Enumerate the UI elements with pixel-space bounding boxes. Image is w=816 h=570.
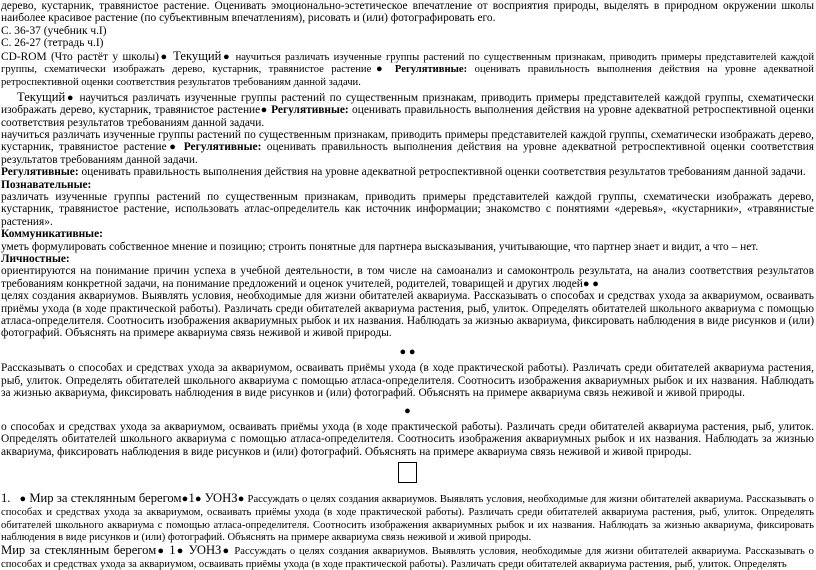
cd-rom-title: CD-ROM (Что растёт у школы) bbox=[1, 50, 159, 63]
personal-heading: Личностные: bbox=[1, 253, 70, 266]
bullet-icon: ● bbox=[181, 493, 189, 506]
bullet-icon: ● bbox=[158, 50, 169, 63]
cognitive-heading: Познавательные: bbox=[1, 178, 92, 191]
regulative-text: оценивать правильность выполнения действия на уровне адекватной ретроспективной оценки соответствия результатов требованиям данной задачи. bbox=[1, 64, 814, 89]
tekushchiy-paragraph bbox=[1, 91, 814, 129]
lesson-text: Рассуждать о целях создания аквариумов. Выявлять условия, необходимые для жизни обитателей аквариума. Рассказывать о способах и средствах ухода за аквариумом, осваивать приёмы ухода (в ходе практической работы). Различать среди обитателей аквариума растения, рыб, улиток. Определять bbox=[1, 545, 814, 570]
personal-text: ориентируются на понимание причин успеха в учебной деятельности, в том числе на самоанализ и самоконтроль результата, на анализ соответствия результатов требованиям конкретной задачи, на понимание предложений и оценок учителей, родителей, товарищей и других людей bbox=[1, 265, 814, 290]
tekushchiy-label: Текущий bbox=[173, 48, 222, 63]
document-page bbox=[1, 0, 814, 570]
bullet-icon: ● bbox=[260, 104, 268, 117]
lesson-hour: 1 bbox=[188, 491, 195, 506]
regulative-label: Регулятивные: bbox=[271, 104, 349, 117]
image-placeholder-row bbox=[1, 462, 814, 490]
lesson-type: УОНЗ bbox=[188, 542, 222, 557]
lesson-text: Рассуждать о целях создания аквариумов. Выявлять условия, необходимые для жизни обитателей аквариума. Рассказывать о способах и средствах ухода за аквариумом, осваивать приёмы ухода (в ходе практической работы). Различать среди обитателей аквариума растения, рыб, улиток. Определять обитателей школьного аквариума с помощью атласа-определителя. Соотносить изображения аквариумных рыбок и их названия. Наблюдать за жизнью аквариума, фиксировать наблюдения в виде рисунков и (или) фотографий. Объяснять на примере аквариума связь неживой и живой природы. bbox=[1, 494, 814, 544]
cognitive-text: различать изученные группы растений по существенным признакам, приводить примеры представителей каждой группы, схематически изображать дерево, кустарник, травянистое растение, использовать атлас-определитель как источник информации; знакомство с понятиями «деревья», «кустарники», «травянистые растения». bbox=[1, 190, 814, 228]
bullet-icon: ● bbox=[156, 544, 166, 557]
aquarium-paragraph-1: целях создания аквариумов. Выявлять условия, необходимые для жизни обитателей аквариума. Рассказывать о способах и средствах ухода за аквариумом, осваивать приёмы ухода (в ходе практической работы). Различать среди обитателей аквариума растения, рыб, улиток. Определять обитателей школьного аквариума с помощью атласа-определителя. Соотносить изображения аквариумных рыбок и их названия. Наблюдать за жизнью аквариума, фиксировать наблюдения в виде рисунков и (или) фотографий. Объяснять на примере аквариума связь неживой и живой природы. bbox=[1, 290, 814, 340]
regulative-label: Регулятивные: bbox=[183, 141, 262, 154]
bullet-icon: ● bbox=[194, 493, 202, 506]
bullet-icon: ● ● bbox=[399, 345, 416, 358]
skills-paragraph bbox=[1, 129, 814, 166]
bullet-icon: ● bbox=[237, 493, 245, 506]
lesson-item-1 bbox=[1, 492, 814, 544]
communicative-heading: Коммуникативные: bbox=[1, 228, 103, 241]
skills-text: научиться различать изученные группы растений по существенным признакам, приводить примеры представителей каждой группы, схематически изображать дерево, кустарник, травянистое растение bbox=[1, 128, 814, 154]
lesson-type: УОНЗ bbox=[204, 491, 238, 506]
bullet-icon: ● bbox=[404, 405, 411, 418]
tekushchiy-text: научиться различать изученные группы растений по существенным признакам, приводить примеры представителей каждой группы, схематически изображать дерево, кустарник, травянистое растение bbox=[1, 91, 814, 117]
regulative-label: Регулятивные: bbox=[1, 166, 79, 179]
lesson-hour: 1 bbox=[169, 542, 176, 557]
bullet-icon: ● bbox=[175, 544, 185, 557]
lesson-title: Мир за стеклянным берегом bbox=[29, 491, 182, 506]
personal-paragraph bbox=[1, 265, 814, 290]
tekushchiy-label: Текущий bbox=[17, 89, 66, 104]
communicative-text: уметь формулировать собственное мнение и позицию; строить понятные для партнера высказывания, учитывающие, что партнер знает и видит, а что – нет. bbox=[1, 240, 759, 253]
empty-image-box bbox=[398, 462, 417, 483]
regulative-text: оценивать правильность выполнения действия на уровне адекватной ретроспективной оценки соответствия результатов требованиям данной задачи. bbox=[1, 104, 814, 129]
lesson-title: Мир за стеклянным берегом bbox=[1, 542, 157, 557]
cd-rom-text: научиться различать изученные группы растений по существенным признакам, приводить примеры представителей каждой группы, схематически изображать дерево, кустарник, травянистое растение bbox=[1, 51, 814, 76]
lesson-item-2 bbox=[1, 544, 814, 570]
bullet-icon: ● ● bbox=[582, 277, 599, 290]
regulative-text: оценивать правильность выполнения действия на уровне адекватной ретроспективной оценки соответствия результатов требованиям данной задачи. bbox=[81, 166, 806, 179]
bullet-separator bbox=[1, 346, 814, 358]
intro-paragraph: дерево, кустарник, травянистое растение. Оценивать эмоционально-эстетическое впечатление от восприятия природы, выделять в природном окружении школы наиболее красивое растение (по субъективным впечатлениям), рисовать и (или) фотографировать его. bbox=[1, 0, 814, 25]
bullet-icon: ● bbox=[221, 50, 232, 63]
bullet-icon: ● bbox=[65, 91, 76, 104]
bullet-icon: ● bbox=[371, 63, 388, 76]
regulative-text: оценивать правильность выполнения действия на уровне адекватной ретроспективной оценки соответствия результатов требованиям данной задачи. bbox=[1, 141, 814, 166]
cd-rom-paragraph bbox=[1, 50, 814, 89]
regulative-label: Регулятивные: bbox=[394, 64, 468, 76]
workbook-ref: С. 26-27 (тетрадь ч.I) bbox=[1, 37, 104, 50]
textbook-ref: С. 36-37 (учебник ч.I) bbox=[1, 24, 107, 37]
regulative-paragraph bbox=[1, 166, 814, 178]
aquarium-paragraph-3: о способах и средствах ухода за аквариумом, осваивать приёмы ухода (в ходе практической работы). Различать среди обитателей аквариума растения, рыб, улиток. Определять обитателей школьного аквариума с помощью атласа-определителя. Соотносить изображения аквариумных рыбок и их названия. Наблюдать за жизнью аквариума, фиксировать наблюдения в виде рисунков и (или) фотографий. Объяснять на примере аквариума связь неживой и живой природы. bbox=[1, 420, 814, 458]
bullet-icon: ● bbox=[166, 141, 179, 154]
bullet-icon: ● bbox=[221, 544, 231, 557]
bullet-icon: ● bbox=[19, 493, 27, 506]
item-number: 1. bbox=[1, 491, 11, 506]
bullet-separator bbox=[1, 405, 814, 417]
aquarium-paragraph-2: Рассказывать о способах и средствах ухода за аквариумом, осваивать приёмы ухода (в ходе практической работы). Различать среди обитателей аквариума растения, рыб, улиток. Определять обитателей школьного аквариума с помощью атласа-определителя. Соотносить изображения аквариумных рыбок и их названия. Наблюдать за жизнью аквариума, фиксировать наблюдения в виде рисунков и (или) фотографий. Объяснять на примере аквариума связь неживой и живой природы. bbox=[1, 362, 814, 400]
